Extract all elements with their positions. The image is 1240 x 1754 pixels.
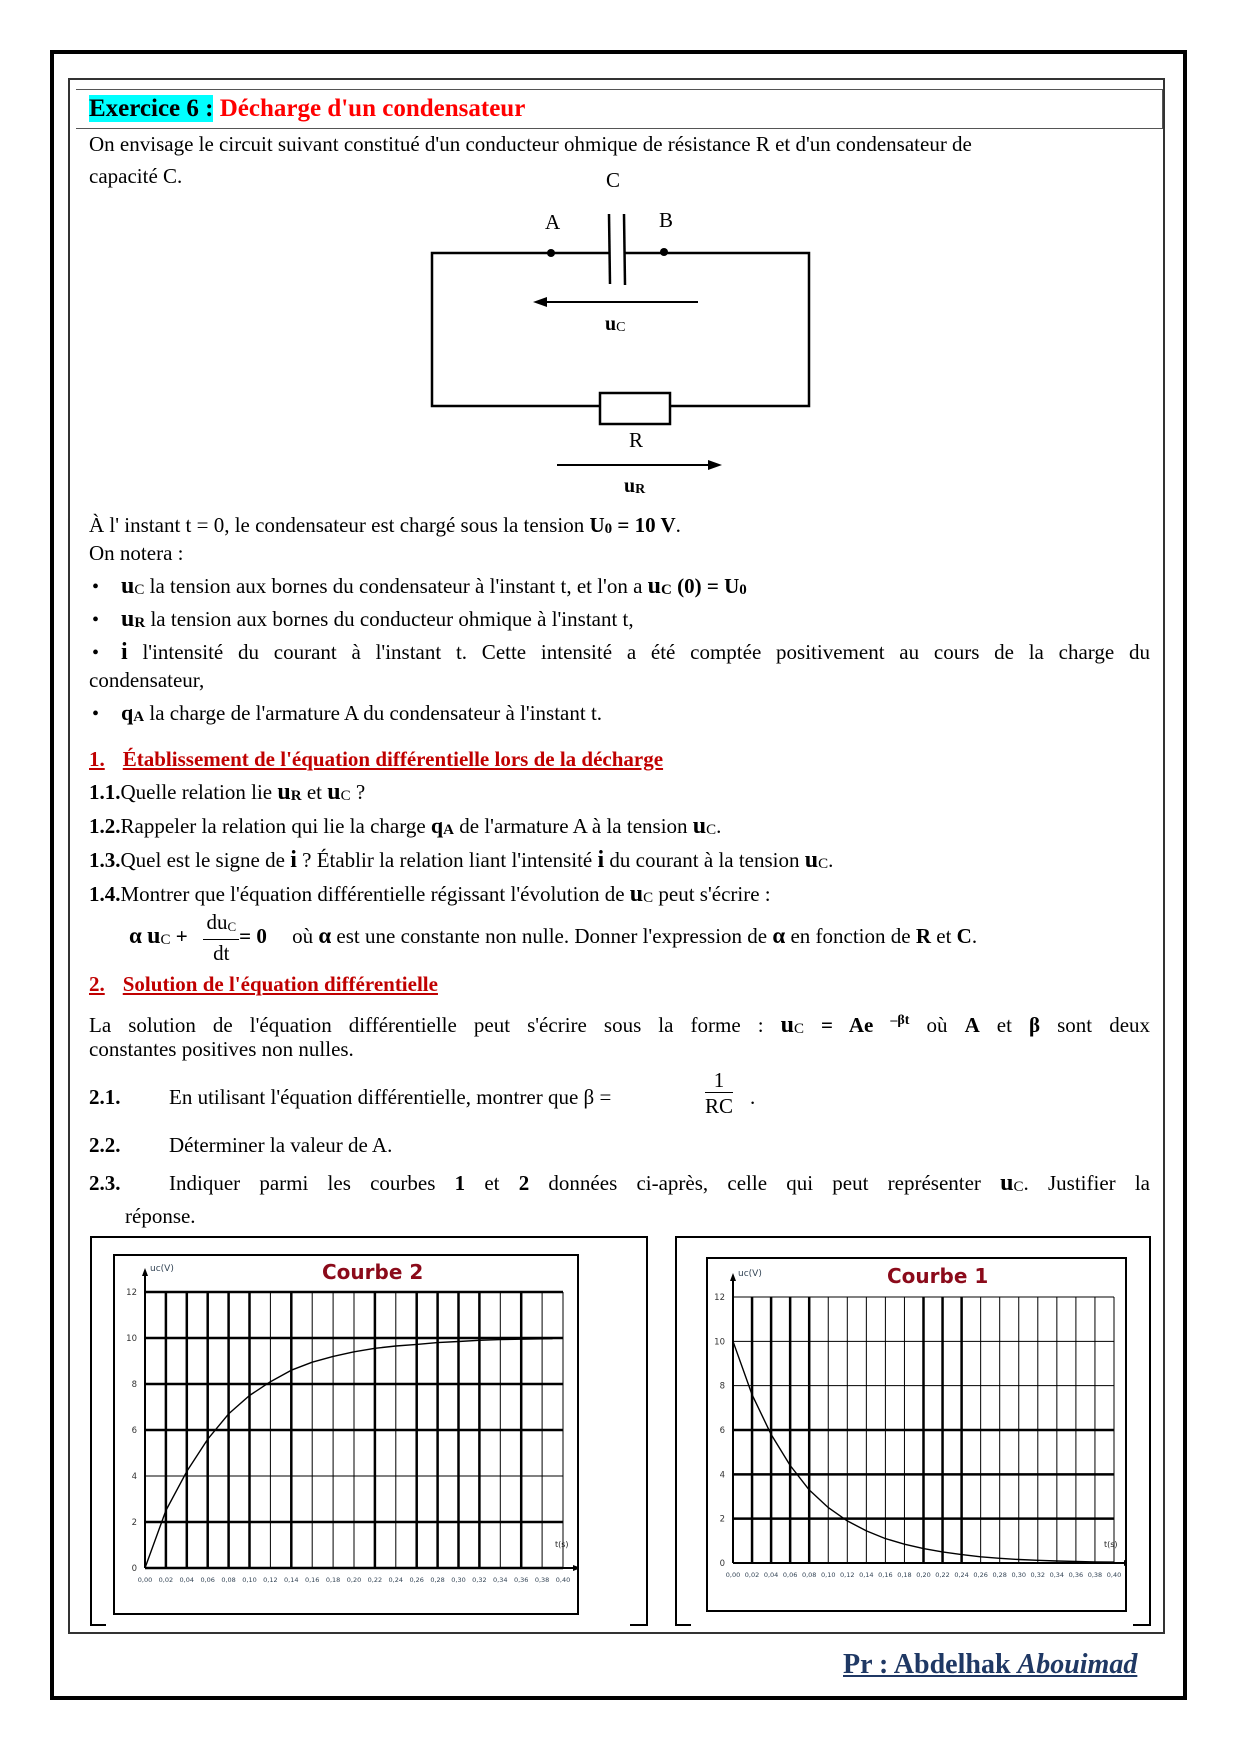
- chart-courbe-1-plot: [706, 1257, 1127, 1612]
- notation-intro: On notera :: [89, 541, 184, 565]
- question-2-1-end: .: [750, 1085, 756, 1109]
- differential-equation: α uC + $\frac{\text{duC}}{dt}$ = 0 où α est une constante non nulle. Donner l'expression de α en fonction de R et C.: [129, 910, 978, 965]
- question-2-3: 2.3. Indiquer parmi les courbes 1 et 2 données ci-après, celle qui peut représenter uC. Justifier la: [89, 1170, 1151, 1196]
- author-signature: Pr : Abdelhak Abouimad: [843, 1649, 1138, 1680]
- ur-label: uR: [624, 475, 646, 497]
- chart-courbe-1-title: Courbe 1: [887, 1264, 989, 1288]
- notation-qa: • qA la charge de l'armature A du condensateur à l'instant t.: [92, 700, 603, 725]
- svg-text:0: 0: [719, 1559, 725, 1569]
- svg-text:6: 6: [719, 1426, 725, 1436]
- svg-text:12: 12: [126, 1288, 137, 1298]
- svg-text:0,36: 0,36: [513, 1576, 529, 1584]
- svg-text:10: 10: [714, 1337, 725, 1348]
- svg-text:0,10: 0,10: [821, 1571, 836, 1579]
- du-dt-fraction: $\frac{\text{duC}}{dt}$: [203, 910, 239, 966]
- svg-text:8: 8: [719, 1381, 725, 1392]
- svg-text:0,40: 0,40: [555, 1576, 571, 1584]
- node-a-label: A: [545, 210, 561, 234]
- question-1-2: 1.2.Rappeler la relation qui lie la charge qA de l'armature A à la tension uC.: [89, 813, 722, 839]
- capacitor-label: C: [606, 168, 621, 192]
- question-1-4: 1.4.Montrer que l'équation différentielle régissant l'évolution de uC peut s'écrire :: [89, 881, 771, 907]
- svg-text:0,34: 0,34: [1049, 1571, 1065, 1579]
- svg-text:10: 10: [126, 1334, 137, 1344]
- uc-label: uC: [605, 313, 626, 335]
- intro-line-2: capacité C.: [89, 164, 183, 188]
- svg-text:0,40: 0,40: [1106, 1571, 1122, 1579]
- svg-text:12: 12: [714, 1293, 725, 1303]
- question-2-2: 2.2. Déterminer la valeur de A.: [89, 1133, 393, 1157]
- notation-i-continuation: condensateur,: [89, 668, 205, 692]
- chart-courbe-2-xlabel: t(s): [555, 1540, 569, 1549]
- svg-text:0,14: 0,14: [859, 1571, 874, 1579]
- svg-text:0,24: 0,24: [388, 1576, 404, 1584]
- initial-condition: À l' instant t = 0, le condensateur est chargé sous la tension U0 = 10 V.: [89, 513, 681, 537]
- svg-text:0,08: 0,08: [801, 1571, 817, 1579]
- question-2-1: 2.1. En utilisant l'équation différentielle, montrer que β =: [89, 1085, 612, 1109]
- svg-text:0,28: 0,28: [992, 1571, 1007, 1579]
- svg-text:0,08: 0,08: [221, 1576, 236, 1584]
- svg-text:0,22: 0,22: [367, 1576, 383, 1584]
- svg-text:0,38: 0,38: [1087, 1571, 1103, 1579]
- svg-text:0,16: 0,16: [878, 1571, 893, 1579]
- circuit-diagram: [0, 0, 1240, 520]
- one-over-rc-fraction: $\frac{1}{RC}$: [705, 1068, 734, 1118]
- svg-text:0,12: 0,12: [840, 1571, 855, 1579]
- svg-text:2: 2: [131, 1518, 137, 1528]
- svg-text:0,12: 0,12: [263, 1576, 278, 1584]
- exercise-number: Exercice 6 :: [89, 95, 214, 122]
- notation-i: • i l'intensité du courant à l'instant t. Cette intensité a été comptée positivement au cours de la charge du: [92, 639, 1150, 665]
- part1-heading: 1. Établissement de l'équation différentielle lors de la décharge: [89, 747, 664, 771]
- svg-text:0,32: 0,32: [472, 1576, 487, 1584]
- part2-heading: 2. Solution de l'équation différentielle: [89, 972, 438, 996]
- svg-text:0,20: 0,20: [916, 1571, 931, 1579]
- svg-text:0,02: 0,02: [158, 1576, 174, 1584]
- svg-text:0,18: 0,18: [897, 1571, 912, 1579]
- svg-text:0,16: 0,16: [304, 1576, 320, 1584]
- svg-text:2: 2: [719, 1514, 725, 1525]
- svg-text:0,34: 0,34: [493, 1576, 508, 1584]
- svg-text:0,00: 0,00: [725, 1571, 741, 1579]
- node-b-label: B: [659, 208, 674, 232]
- svg-text:0,20: 0,20: [346, 1576, 362, 1584]
- node-b-dot: [660, 248, 668, 256]
- resistor-label: R: [629, 428, 644, 452]
- svg-text:6: 6: [131, 1426, 137, 1436]
- svg-text:0,30: 0,30: [451, 1576, 466, 1584]
- svg-text:0,06: 0,06: [782, 1571, 798, 1579]
- intro-line-1: On envisage le circuit suivant constitué d'un conducteur ohmique de résistance R et d'un condensateur de: [89, 132, 972, 156]
- node-a-dot: [547, 249, 555, 257]
- svg-text:0,00: 0,00: [137, 1576, 153, 1584]
- svg-text:4: 4: [131, 1472, 137, 1482]
- svg-text:4: 4: [719, 1470, 725, 1481]
- ur-arrowhead: [708, 460, 722, 470]
- svg-text:0,28: 0,28: [430, 1576, 445, 1584]
- svg-text:0,36: 0,36: [1068, 1571, 1084, 1579]
- svg-text:0,26: 0,26: [973, 1571, 988, 1579]
- chart-courbe-1-ylabel: uc(V): [738, 1269, 762, 1279]
- svg-text:0,24: 0,24: [954, 1571, 969, 1579]
- notation-ur: • uR la tension aux bornes du conducteur ohmique à l'instant t,: [92, 606, 634, 632]
- svg-text:0: 0: [131, 1564, 137, 1574]
- question-1-1: 1.1.Quelle relation lie uR et uC ?: [89, 779, 366, 805]
- chart-courbe-2-title: Courbe 2: [322, 1260, 424, 1284]
- svg-text:0,14: 0,14: [284, 1576, 299, 1584]
- notation-uc: • uC la tension aux bornes du condensateur à l'instant t, et l'on a uC (0) = U0: [92, 573, 747, 599]
- svg-text:0,04: 0,04: [179, 1576, 195, 1584]
- svg-text:0,22: 0,22: [935, 1571, 950, 1579]
- svg-text:0,30: 0,30: [1011, 1571, 1026, 1579]
- svg-text:0,32: 0,32: [1030, 1571, 1046, 1579]
- svg-text:0,18: 0,18: [325, 1576, 341, 1584]
- svg-text:0,38: 0,38: [534, 1576, 550, 1584]
- part2-intro: La solution de l'équation différentielle peut s'écrire sous la forme : uC = Ae $^{-\beta t}$ où A et β sont deux: [89, 1012, 1151, 1038]
- question-1-3: 1.3.Quel est le signe de i ? Établir la relation liant l'intensité i du courant à la tension uC.: [89, 847, 834, 873]
- part2-intro-line-2: constantes positives non nulles.: [89, 1037, 354, 1061]
- chart-courbe-1-xlabel: t(s): [1104, 1540, 1118, 1549]
- svg-text:0,26: 0,26: [409, 1576, 424, 1584]
- svg-text:0,04: 0,04: [763, 1571, 779, 1579]
- uc-arrowhead: [533, 297, 547, 307]
- svg-text:0,02: 0,02: [744, 1571, 760, 1579]
- svg-text:0,06: 0,06: [200, 1576, 215, 1584]
- chart-courbe-2-ylabel: uc(V): [150, 1264, 174, 1274]
- chart-courbe-2-plot: [113, 1254, 579, 1615]
- svg-text:8: 8: [131, 1380, 137, 1390]
- svg-text:0,10: 0,10: [242, 1576, 257, 1584]
- exercise-title-text: Décharge d'un condensateur: [219, 95, 526, 122]
- question-2-3-continuation: réponse.: [125, 1204, 196, 1228]
